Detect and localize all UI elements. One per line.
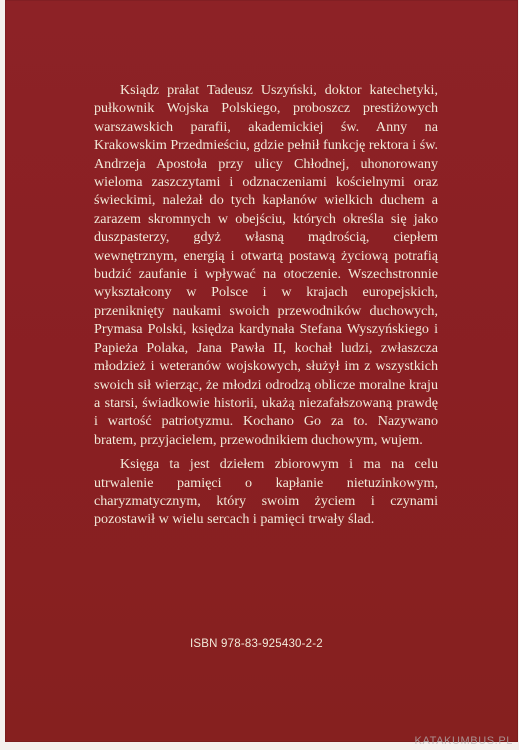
back-cover bbox=[5, 0, 518, 742]
blurb-paragraph-1: Ksiądz prałat Tadeusz Uszyński, doktor katechetyki, pułkownik Wojska Polskiego, proboszcz prestiżowych warszawskich parafii, akademickiej św. Anny na Krakowskim Przedmieściu, gdzie pełnił funkcję rektora i św. Andrzeja Apostoła przy ulicy Chłodnej, uhonorowany wieloma zaszczytami i odznaczeniami kościelnymi oraz świeckimi, należał do tych kapłanów wielkich duchem a zarazem skromnych w obejściu, których określa się jako duszpasterzy, gdyż własną mądrością, ciepłem wewnętrznym, energią i otwartą postawą życiową potrafią budzić zaufanie i wpływać na otoczenie. Wszechstronnie wykształcony w Polsce i w krajach europejskich, przeniknięty naukami swoich przewodników duchowych, Prymasa Polski, księdza kardynała Stefana Wyszyńskiego i Papieża Polaka, Jana Pawła II, kochał ludzi, zwłaszcza młodzież i weteranów wojskowych, służył im z wszystkich swoich sił wierząc, że młodzi odrodzą oblicze moralne kraju a starsi, świadkowie historii, ukażą niezafałszowaną prawdę i wartość patriotyzmu. Kochano Go za to. Nazywano bratem, przyjacielem, przewodnikiem duchowym, wujem. bbox=[94, 82, 438, 448]
blurb-paragraph-2: Księga ta jest dziełem zbiorowym i ma na celu utrwalenie pamięci o kapłanie nietuzinkowym, charyzmatycznym, który swoim życiem i czynami pozostawił w wielu sercach i pamięci trwały ślad. bbox=[94, 456, 438, 528]
watermark-text: KATAKUMBUS.PL bbox=[414, 735, 513, 747]
isbn-number: ISBN 978-83-925430-2-2 bbox=[190, 638, 323, 650]
blurb-text bbox=[94, 81, 438, 529]
